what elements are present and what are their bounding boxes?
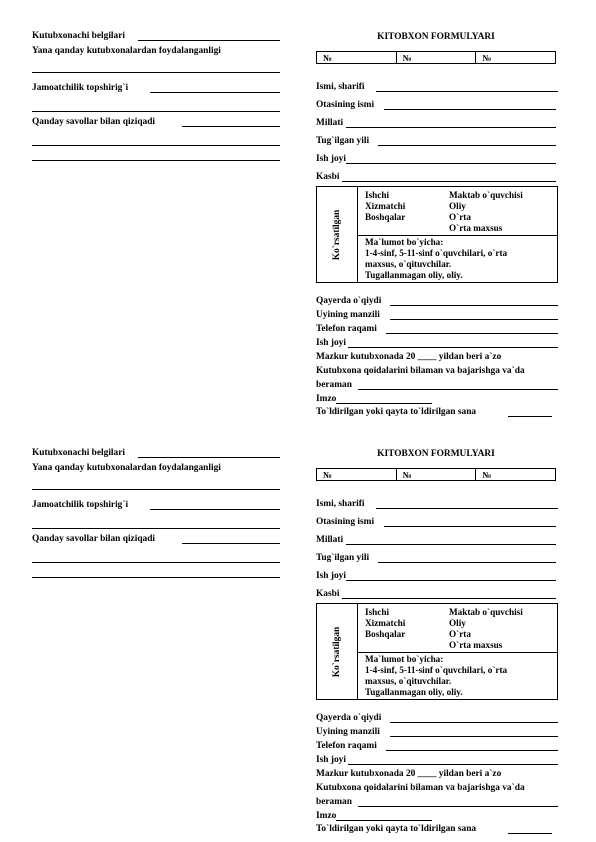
phone-label: Telefon raqami [316, 324, 377, 334]
birth-year-label: Tug`ilgan yili [316, 553, 370, 563]
home-address-label: Uyining manzili [316, 727, 380, 737]
signature-label: Imzo [316, 394, 337, 404]
phone-line[interactable] [386, 750, 558, 751]
education-line-3: Tugallanmagan oliy, oliy. [365, 687, 463, 697]
box-divider [357, 235, 557, 236]
category-higher: Oliy [449, 201, 466, 211]
category-box [316, 603, 558, 700]
rules-text: Kutubxona qoidalarini bilaman va bajarishga va`da [316, 783, 525, 793]
birth-year-line[interactable] [378, 145, 556, 146]
education-line-3: Tugallanmagan oliy, oliy. [365, 270, 463, 280]
questions-interest-line-1[interactable] [182, 543, 280, 544]
renewal-date-line[interactable] [508, 833, 552, 834]
public-assignment-label: Jamoatchilik topshirig`i [32, 83, 129, 93]
public-assignment-line-2[interactable] [32, 111, 280, 112]
birth-year-label: Tug`ilgan yili [316, 136, 370, 146]
father-name-line[interactable] [384, 526, 556, 527]
workplace-line[interactable] [346, 163, 556, 164]
number-cell-2[interactable]: № [397, 469, 477, 480]
other-libraries-label: Yana qanday kutubxonalardan foydalanganligi [32, 463, 221, 473]
study-place-label: Qayerda o`qiydi [316, 713, 382, 723]
librarian-mark-line[interactable] [138, 457, 280, 458]
signature-line[interactable] [336, 820, 432, 821]
education-heading: Ma`lumot bo`yicha: [365, 654, 444, 664]
workplace-2-line[interactable] [348, 347, 558, 348]
nationality-label: Millati [316, 535, 344, 545]
promise-text: beraman [316, 797, 352, 807]
profession-line[interactable] [342, 598, 556, 599]
number-cell-3[interactable]: № [482, 53, 492, 63]
profession-line[interactable] [342, 181, 556, 182]
category-secondary: O`rta [449, 212, 471, 222]
workplace-line[interactable] [346, 580, 556, 581]
promise-line[interactable] [358, 389, 558, 390]
father-name-label: Otasining ismi [316, 100, 375, 110]
questions-interest-line-2[interactable] [32, 562, 280, 563]
public-assignment-line-2[interactable] [32, 528, 280, 529]
father-name-label: Otasining ismi [316, 517, 375, 527]
category-worker: Ishchi [365, 607, 390, 617]
librarian-mark-line[interactable] [138, 40, 280, 41]
other-libraries-label: Yana qanday kutubxonalardan foydalanganligi [32, 46, 221, 56]
promise-line[interactable] [358, 806, 558, 807]
category-label-cell [317, 604, 358, 699]
box-divider [357, 652, 557, 653]
category-worker: Ishchi [365, 190, 390, 200]
profession-label: Kasbi [316, 589, 340, 599]
study-place-label: Qayerda o`qiydi [316, 296, 382, 306]
other-libraries-line[interactable] [32, 72, 280, 73]
renewal-date-label: To`ldirilgan yoki qayta to`ldirilgan sana [316, 407, 477, 417]
workplace-label: Ish joyi [316, 571, 346, 581]
education-line-1: 1-4-sinf, 5-11-sinf o`quvchilari, o`rta [365, 665, 508, 675]
librarian-mark-label: Kutubxonachi belgilari [32, 448, 125, 458]
nationality-line[interactable] [346, 127, 556, 128]
form-bottom [0, 417, 596, 838]
renewal-date-label: To`ldirilgan yoki qayta to`ldirilgan sana [316, 824, 477, 834]
category-secondary: O`rta [449, 629, 471, 639]
full-name-line[interactable] [376, 91, 558, 92]
membership-text: Mazkur kutubxonada 20 ____ yildan beri a`zo [316, 769, 502, 779]
study-place-line[interactable] [390, 305, 558, 306]
workplace-label: Ish joyi [316, 154, 346, 164]
questions-interest-line-1[interactable] [182, 126, 280, 127]
category-box [316, 186, 558, 283]
workplace-2-label: Ish joyi [316, 338, 346, 348]
number-table [316, 51, 556, 64]
full-name-label: Ismi, sharifi [316, 82, 365, 92]
birth-year-line[interactable] [378, 562, 556, 563]
education-line-2: maxsus, o`qituvchilar. [365, 676, 452, 686]
education-line-2: maxsus, o`qituvchilar. [365, 259, 452, 269]
category-higher: Oliy [449, 618, 466, 628]
category-label: Ko`rsatilgan [332, 209, 342, 261]
father-name-line[interactable] [384, 109, 556, 110]
public-assignment-label: Jamoatchilik topshirig`i [32, 500, 129, 510]
category-employee: Xizmatchi [365, 618, 406, 628]
number-cell-3[interactable]: № [482, 470, 492, 480]
home-address-label: Uyining manzili [316, 310, 380, 320]
signature-line[interactable] [336, 403, 432, 404]
librarian-mark-label: Kutubxonachi belgilari [32, 31, 125, 41]
profession-label: Kasbi [316, 172, 340, 182]
workplace-2-label: Ish joyi [316, 755, 346, 765]
signature-label: Imzo [316, 811, 337, 821]
category-secondary-special: O`rta maxsus [449, 223, 503, 233]
education-heading: Ma`lumot bo`yicha: [365, 237, 444, 247]
nationality-line[interactable] [346, 544, 556, 545]
education-line-1: 1-4-sinf, 5-11-sinf o`quvchilari, o`rta [365, 248, 508, 258]
category-others: Boshqalar [365, 212, 406, 222]
public-assignment-line-1[interactable] [150, 509, 280, 510]
number-cell-1[interactable]: № [317, 52, 397, 63]
home-address-line[interactable] [390, 319, 558, 320]
questions-interest-line-3[interactable] [32, 160, 280, 161]
category-employee: Xizmatchi [365, 201, 406, 211]
form-title: KITOBXON FORMULYARI [377, 32, 495, 42]
number-cell-1[interactable]: № [317, 469, 397, 480]
form-title: KITOBXON FORMULYARI [377, 449, 495, 459]
full-name-line[interactable] [376, 508, 558, 509]
category-label-cell [317, 187, 358, 282]
questions-interest-label: Qanday savollar bilan qiziqadi [32, 534, 156, 544]
nationality-label: Millati [316, 118, 344, 128]
home-address-line[interactable] [390, 736, 558, 737]
full-name-label: Ismi, sharifi [316, 499, 365, 509]
study-place-line[interactable] [390, 722, 558, 723]
number-table [316, 468, 556, 481]
workplace-2-line[interactable] [348, 764, 558, 765]
questions-interest-line-2[interactable] [32, 145, 280, 146]
number-cell-2[interactable]: № [397, 52, 477, 63]
phone-line[interactable] [386, 333, 558, 334]
category-secondary-special: O`rta maxsus [449, 640, 503, 650]
questions-interest-label: Qanday savollar bilan qiziqadi [32, 117, 156, 127]
promise-text: beraman [316, 380, 352, 390]
membership-text: Mazkur kutubxonada 20 ____ yildan beri a`zo [316, 352, 502, 362]
public-assignment-line-1[interactable] [150, 92, 280, 93]
category-others: Boshqalar [365, 629, 406, 639]
category-school-pupil: Maktab o`quvchisi [449, 607, 523, 617]
other-libraries-line[interactable] [32, 489, 280, 490]
rules-text: Kutubxona qoidalarini bilaman va bajarishga va`da [316, 366, 525, 376]
phone-label: Telefon raqami [316, 741, 377, 751]
questions-interest-line-3[interactable] [32, 577, 280, 578]
category-label: Ko`rsatilgan [332, 626, 342, 678]
category-school-pupil: Maktab o`quvchisi [449, 190, 523, 200]
